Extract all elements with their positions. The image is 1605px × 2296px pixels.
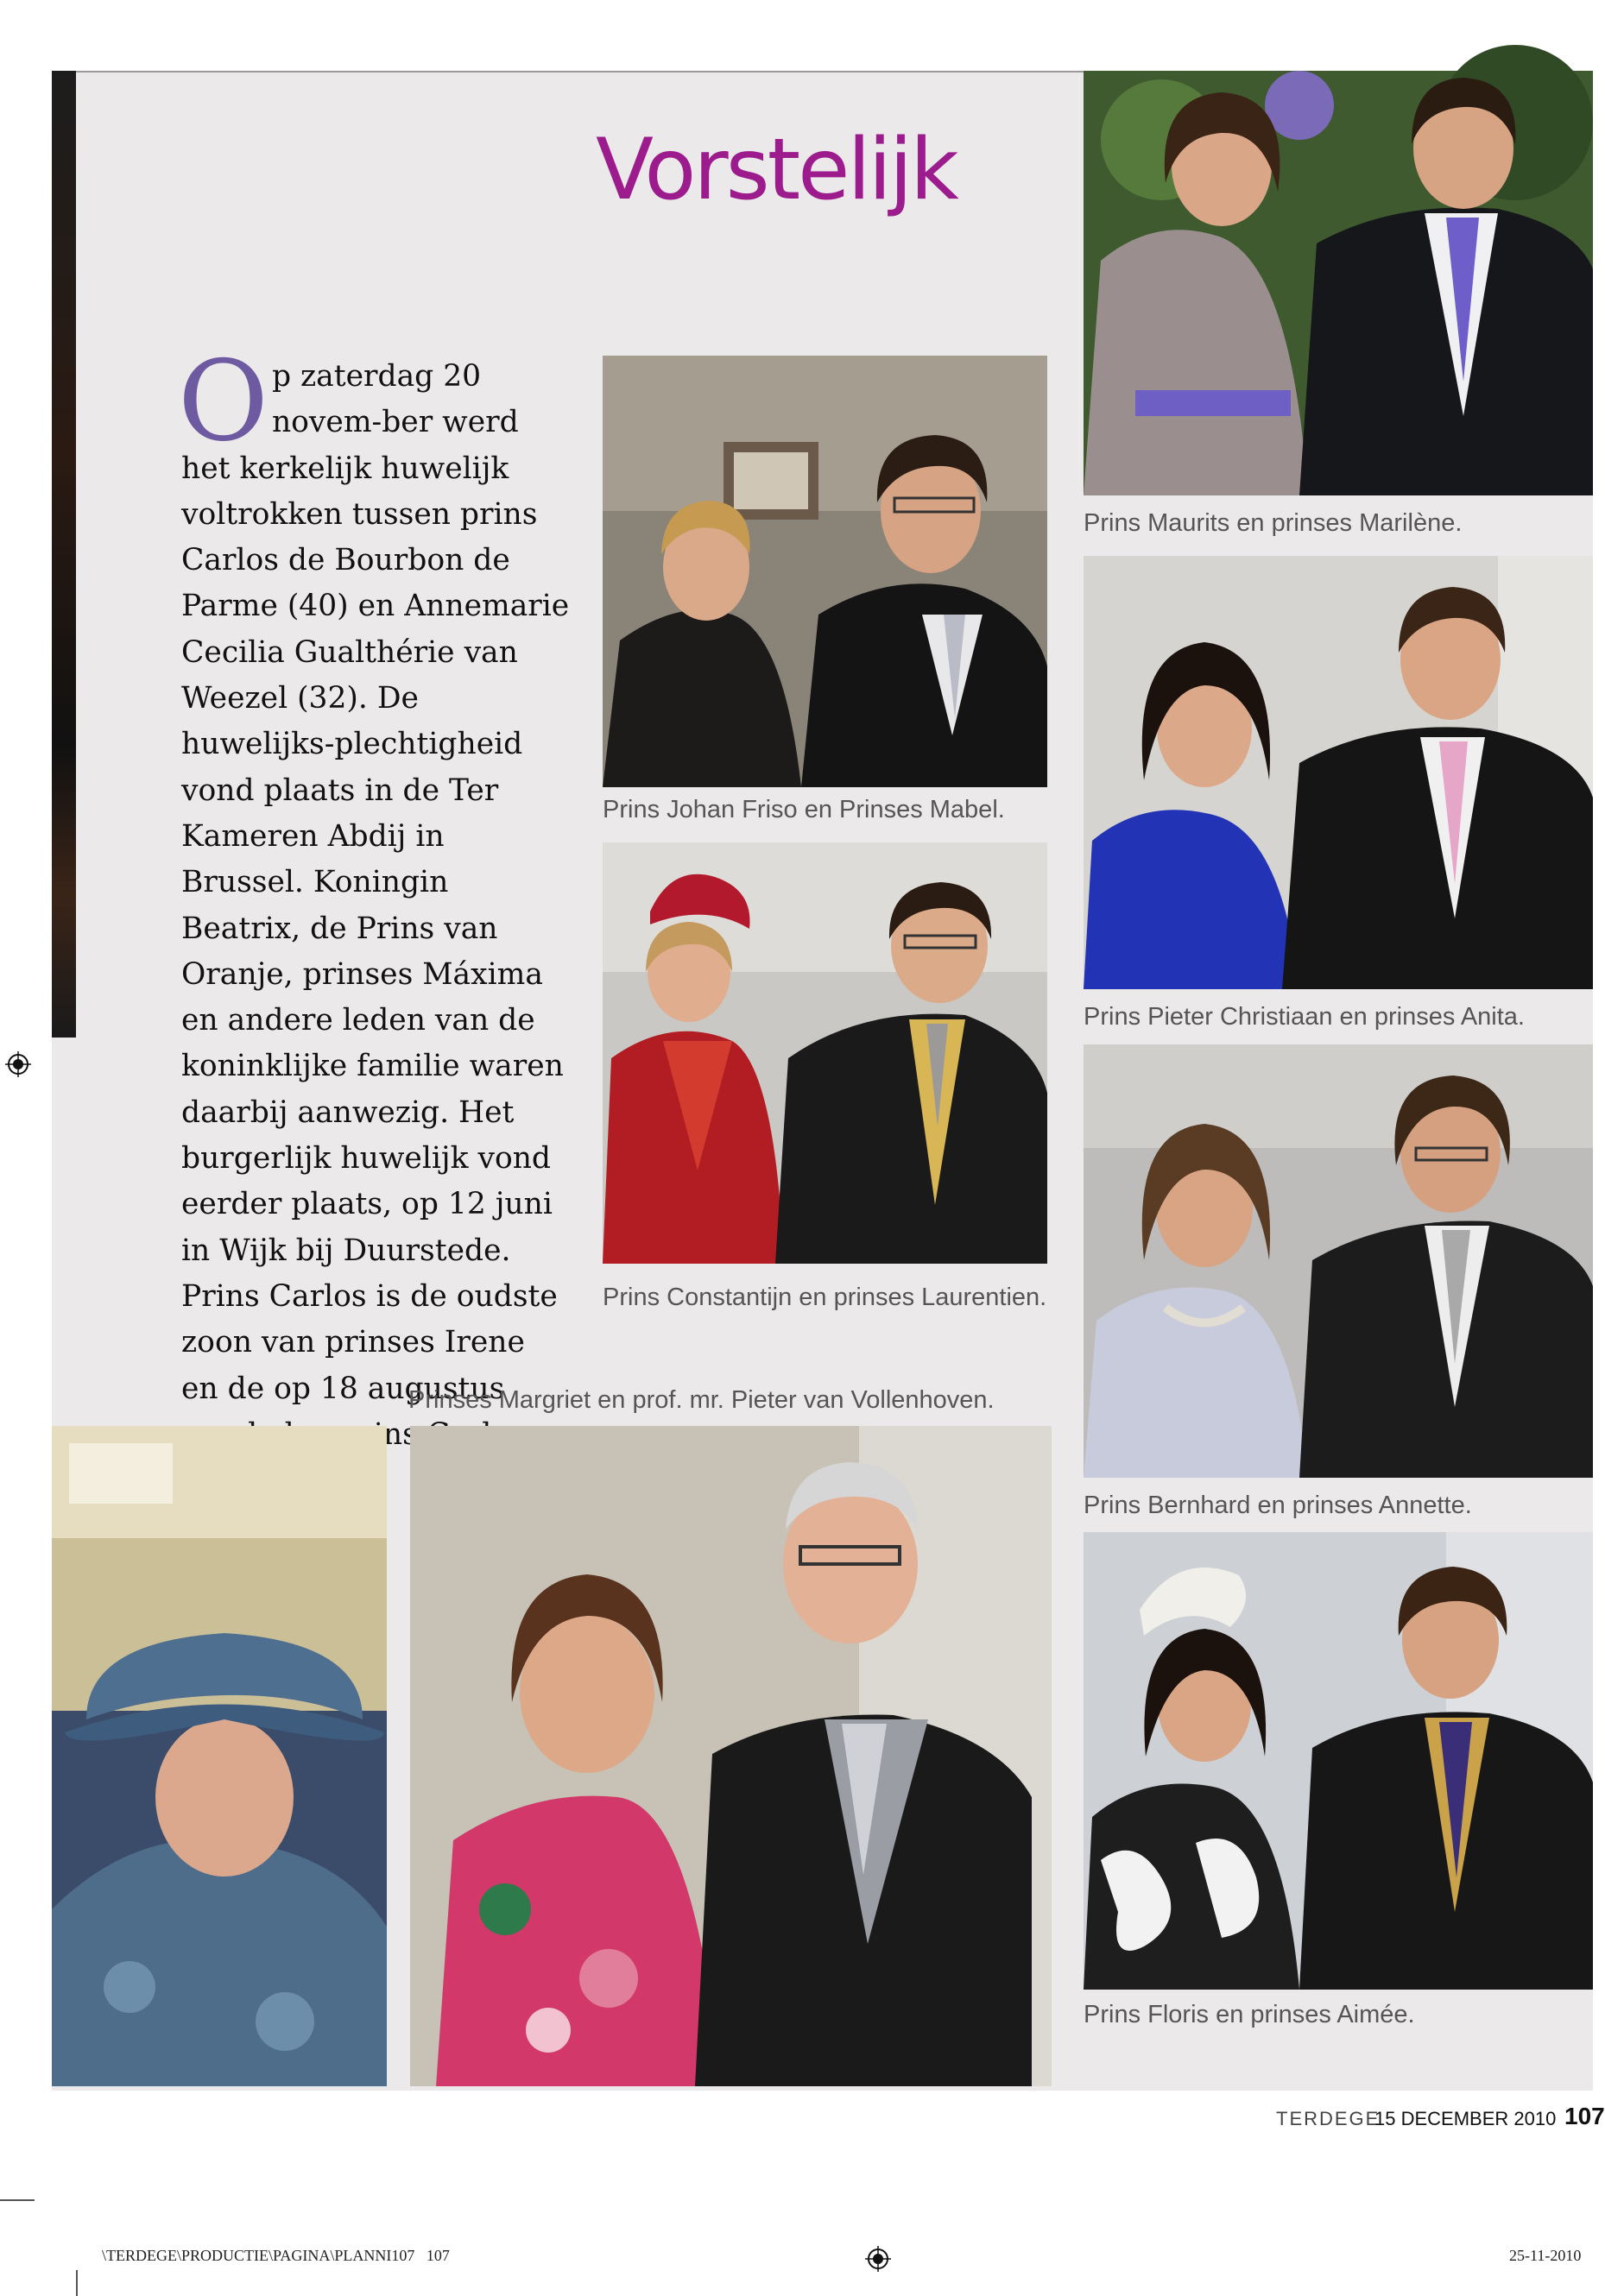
photo-floris-aimee [1084,1532,1593,1990]
caption-constantijn: Prins Constantijn en prinses Laurentien. [603,1284,1047,1311]
photo-pieter-christiaan-anita [1084,556,1593,989]
caption-bernhard: Prins Bernhard en prinses Annette. [1084,1492,1472,1519]
caption-johan-friso: Prins Johan Friso en Prinses Mabel. [603,796,1005,823]
crop-line-bottom [76,2270,78,2296]
crop-line-left [0,2199,35,2201]
footer-date: 15 DECEMBER 2010 [1374,2108,1557,2129]
drop-cap: O [178,337,269,466]
photo-maurits-marilene [1084,71,1593,495]
registration-mark-icon [865,2246,891,2272]
slug-file-path: \TERDEGE\PRODUCTIE\PAGINA\PLANNI107 107 [102,2247,450,2264]
photo-margriet-vollenhoven [410,1426,1052,2086]
footer-page-number: 107 [1564,2103,1605,2129]
adjacent-page-photo-edge [52,71,76,1038]
article-title: Vorstelijk [596,121,957,219]
article-text: p zaterdag 20 novem-ber werd het kerkelijk huwelijk voltrokken tussen prins Carlos de Bourbon de Parme (40) en Annemarie Cecilia Gualthérie van Weezel (32). De huwelijks-plechtigheid vond plaats in de Ter Kameren Abdij in Brussel. Koningin Beatrix, de Prins van Oranje, prinses Máxima en andere leden van de koninklijke familie waren daarbij aanwezig. Het burgerlijk huwelijk vond eerder plaats, op 12 juni in Wijk bij Duurstede. Prins Carlos is de oudste zoon van prinses Irene en de op 18 augustus [181,359,570,1406]
photo-johan-friso-mabel [603,356,1047,787]
caption-floris: Prins Floris en prinses Aimée. [1084,2001,1415,2028]
registration-mark-icon [5,1051,31,1077]
photo-bernhard-annette [1084,1044,1593,1478]
photo-beatrix [52,1426,387,2086]
caption-margriet: Prinses Margriet en prof. mr. Pieter van Vollenhoven. [408,1386,995,1414]
photo-constantijn-laurentien [603,842,1047,1264]
caption-maurits: Prins Maurits en prinses Marilène. [1084,509,1463,537]
slug-date: 25-11-2010 [1509,2247,1582,2264]
article-body [178,337,570,1504]
footer-magazine-name: TERDEGE [1276,2108,1381,2129]
caption-pieter-christiaan: Prins Pieter Christiaan en prinses Anita. [1084,1003,1525,1031]
